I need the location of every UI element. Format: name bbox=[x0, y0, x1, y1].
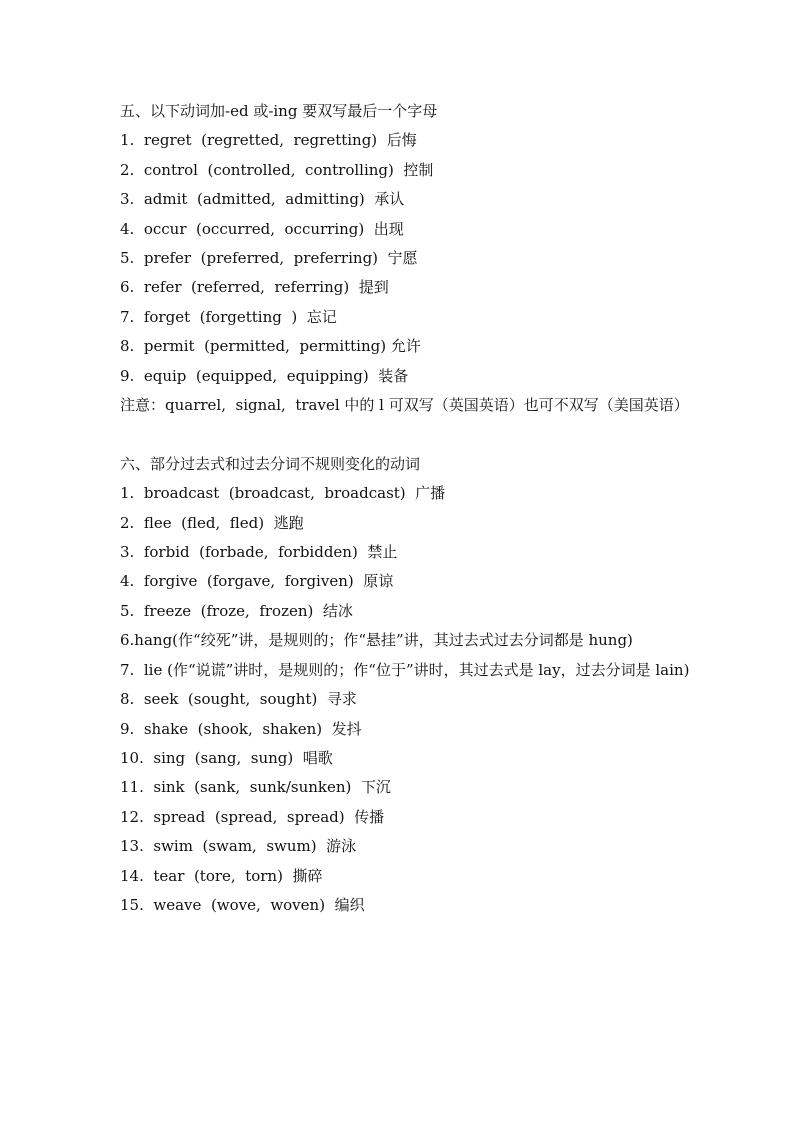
section5-heading: 五、以下动词加-ed 或-ing 要双写最后一个字母 bbox=[120, 102, 438, 120]
list-item: 9. equip (equipped, equipping) 装备 bbox=[120, 366, 409, 385]
list-item: 5. prefer (preferred, preferring) 宁愿 bbox=[120, 249, 418, 268]
list-item: 14. tear (tore, torn) 撕碎 bbox=[120, 866, 323, 885]
section6-heading: 六、部分过去式和过去分词不规则变化的动词 bbox=[120, 454, 421, 473]
list-item: 11. sink (sank, sunk/sunken) 下沉 bbox=[120, 778, 391, 797]
list-item: 6.hang(作“绞死”讲，是规则的；作“悬挂”讲，其过去式过去分词都是 hung) bbox=[120, 631, 633, 650]
list-item: 4. forgive (forgave, forgiven) 原谅 bbox=[120, 572, 394, 591]
list-item: 8. permit (permitted, permitting) 允许 bbox=[120, 337, 421, 356]
list-item: 6. refer (referred, referring) 提到 bbox=[120, 278, 389, 297]
list-item: 12. spread (spread, spread) 传播 bbox=[120, 807, 385, 826]
list-item: 1. regret (regretted, regretting) 后悔 bbox=[120, 131, 417, 150]
list-item: 13. swim (swam, swum) 游泳 bbox=[120, 837, 357, 856]
list-item: 4. occur (occurred, occurring) 出现 bbox=[120, 219, 404, 238]
list-item: 7. forget (forgetting ) 忘记 bbox=[120, 307, 337, 326]
list-item: 5. freeze (froze, frozen) 结冰 bbox=[120, 601, 353, 620]
list-item: 9. shake (shook, shaken) 发抖 bbox=[120, 719, 362, 738]
list-item: 10. sing (sang, sung) 唱歌 bbox=[120, 748, 333, 767]
list-item: 1. broadcast (broadcast, broadcast) 广播 bbox=[120, 484, 446, 503]
list-item: 3. forbid (forbade, forbidden) 禁止 bbox=[120, 543, 398, 562]
list-item: 8. seek (sought, sought) 寻求 bbox=[120, 690, 357, 709]
section5-note: 注意：quarrel, signal, travel 中的 l 可双写（英国英语）也可不双写（美国英语） bbox=[120, 396, 689, 415]
list-item: 7. lie (作“说谎”讲时，是规则的；作“位于”讲时，其过去式是 lay，过去分词是 lain) bbox=[120, 660, 690, 679]
list-item: 2. flee (fled, fled) 逃跑 bbox=[120, 513, 304, 532]
document-body bbox=[120, 97, 690, 920]
list-item: 15. weave (wove, woven) 编织 bbox=[120, 895, 365, 914]
list-item: 3. admit (admitted, admitting) 承认 bbox=[120, 190, 405, 209]
section-spacer bbox=[120, 420, 690, 449]
list-item: 2. control (controlled, controlling) 控制 bbox=[120, 160, 434, 179]
